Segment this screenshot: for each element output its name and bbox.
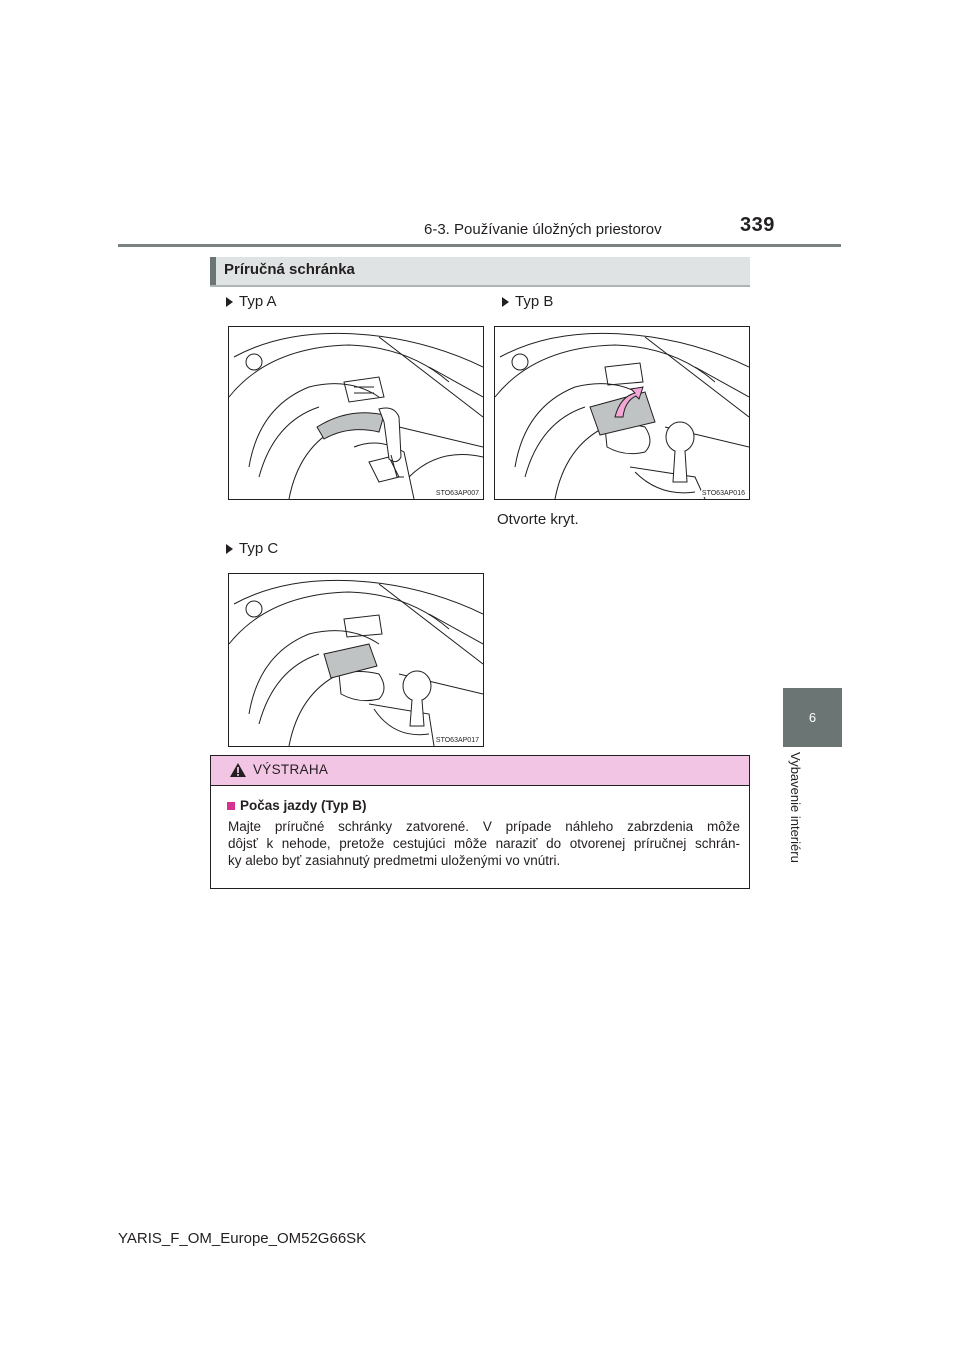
figure-typ-b xyxy=(494,326,750,500)
figure-label-text: Typ A xyxy=(239,293,277,310)
figure-caption-typ-b: Otvorte kryt. xyxy=(497,511,579,528)
section-title xyxy=(210,257,750,287)
warning-box xyxy=(210,755,750,889)
page-number: 339 xyxy=(740,214,775,236)
chapter-tab xyxy=(783,688,842,747)
figure-label-typ-c xyxy=(226,540,278,557)
warning-body-line: ky alebo byť zasiahnutý predmetmi uloženými vo vnútri. xyxy=(228,853,561,868)
warning-body-line: dôjsť k nehode, pretože cestujúci môže naraziť do otvorenej príručnej schrán- xyxy=(228,836,740,851)
arrow-right-triangle-icon xyxy=(226,544,233,554)
figure-code: STO63AP007 xyxy=(435,490,479,497)
chapter-number: 6 xyxy=(808,710,817,725)
warning-subtitle-text: Počas jazdy (Typ B) xyxy=(240,798,367,813)
section-title-bar xyxy=(210,257,216,285)
warning-subtitle xyxy=(227,798,367,813)
arrow-right-triangle-icon xyxy=(502,297,509,307)
figure-typ-a xyxy=(228,326,484,500)
figure-label-typ-b xyxy=(502,293,553,310)
chapter-label xyxy=(783,752,803,892)
arrow-right-triangle-icon xyxy=(226,297,233,307)
warning-triangle-icon xyxy=(229,762,247,778)
chapter-label-text: Vybavenie interiéru xyxy=(788,752,803,863)
figure-label-text: Typ B xyxy=(515,293,554,310)
illustration-glovebox-typ-c xyxy=(229,574,483,746)
figure-code: STO63AP017 xyxy=(435,737,479,744)
illustration-glovebox-typ-a xyxy=(229,327,483,499)
figure-label-text: Typ C xyxy=(239,540,279,557)
warning-header xyxy=(211,756,749,786)
bullet-square-icon xyxy=(227,802,235,810)
illustration-glovebox-typ-b xyxy=(495,327,749,499)
figure-label-typ-a xyxy=(226,293,277,310)
footer-document-id: YARIS_F_OM_Europe_OM52G66SK xyxy=(118,1230,367,1247)
warning-title: VÝSTRAHA xyxy=(253,762,329,777)
figure-typ-c xyxy=(228,573,484,747)
warning-body-line: Majte príručné schránky zatvorené. V prípade náhleho zabrzdenia môže xyxy=(228,819,740,834)
section-title-text: Príručná schránka xyxy=(224,261,355,278)
figure-code: STO63AP016 xyxy=(701,490,745,497)
warning-body xyxy=(228,818,740,869)
header-rule xyxy=(118,244,841,247)
running-header-section: 6-3. Používanie úložných priestorov xyxy=(424,221,662,238)
